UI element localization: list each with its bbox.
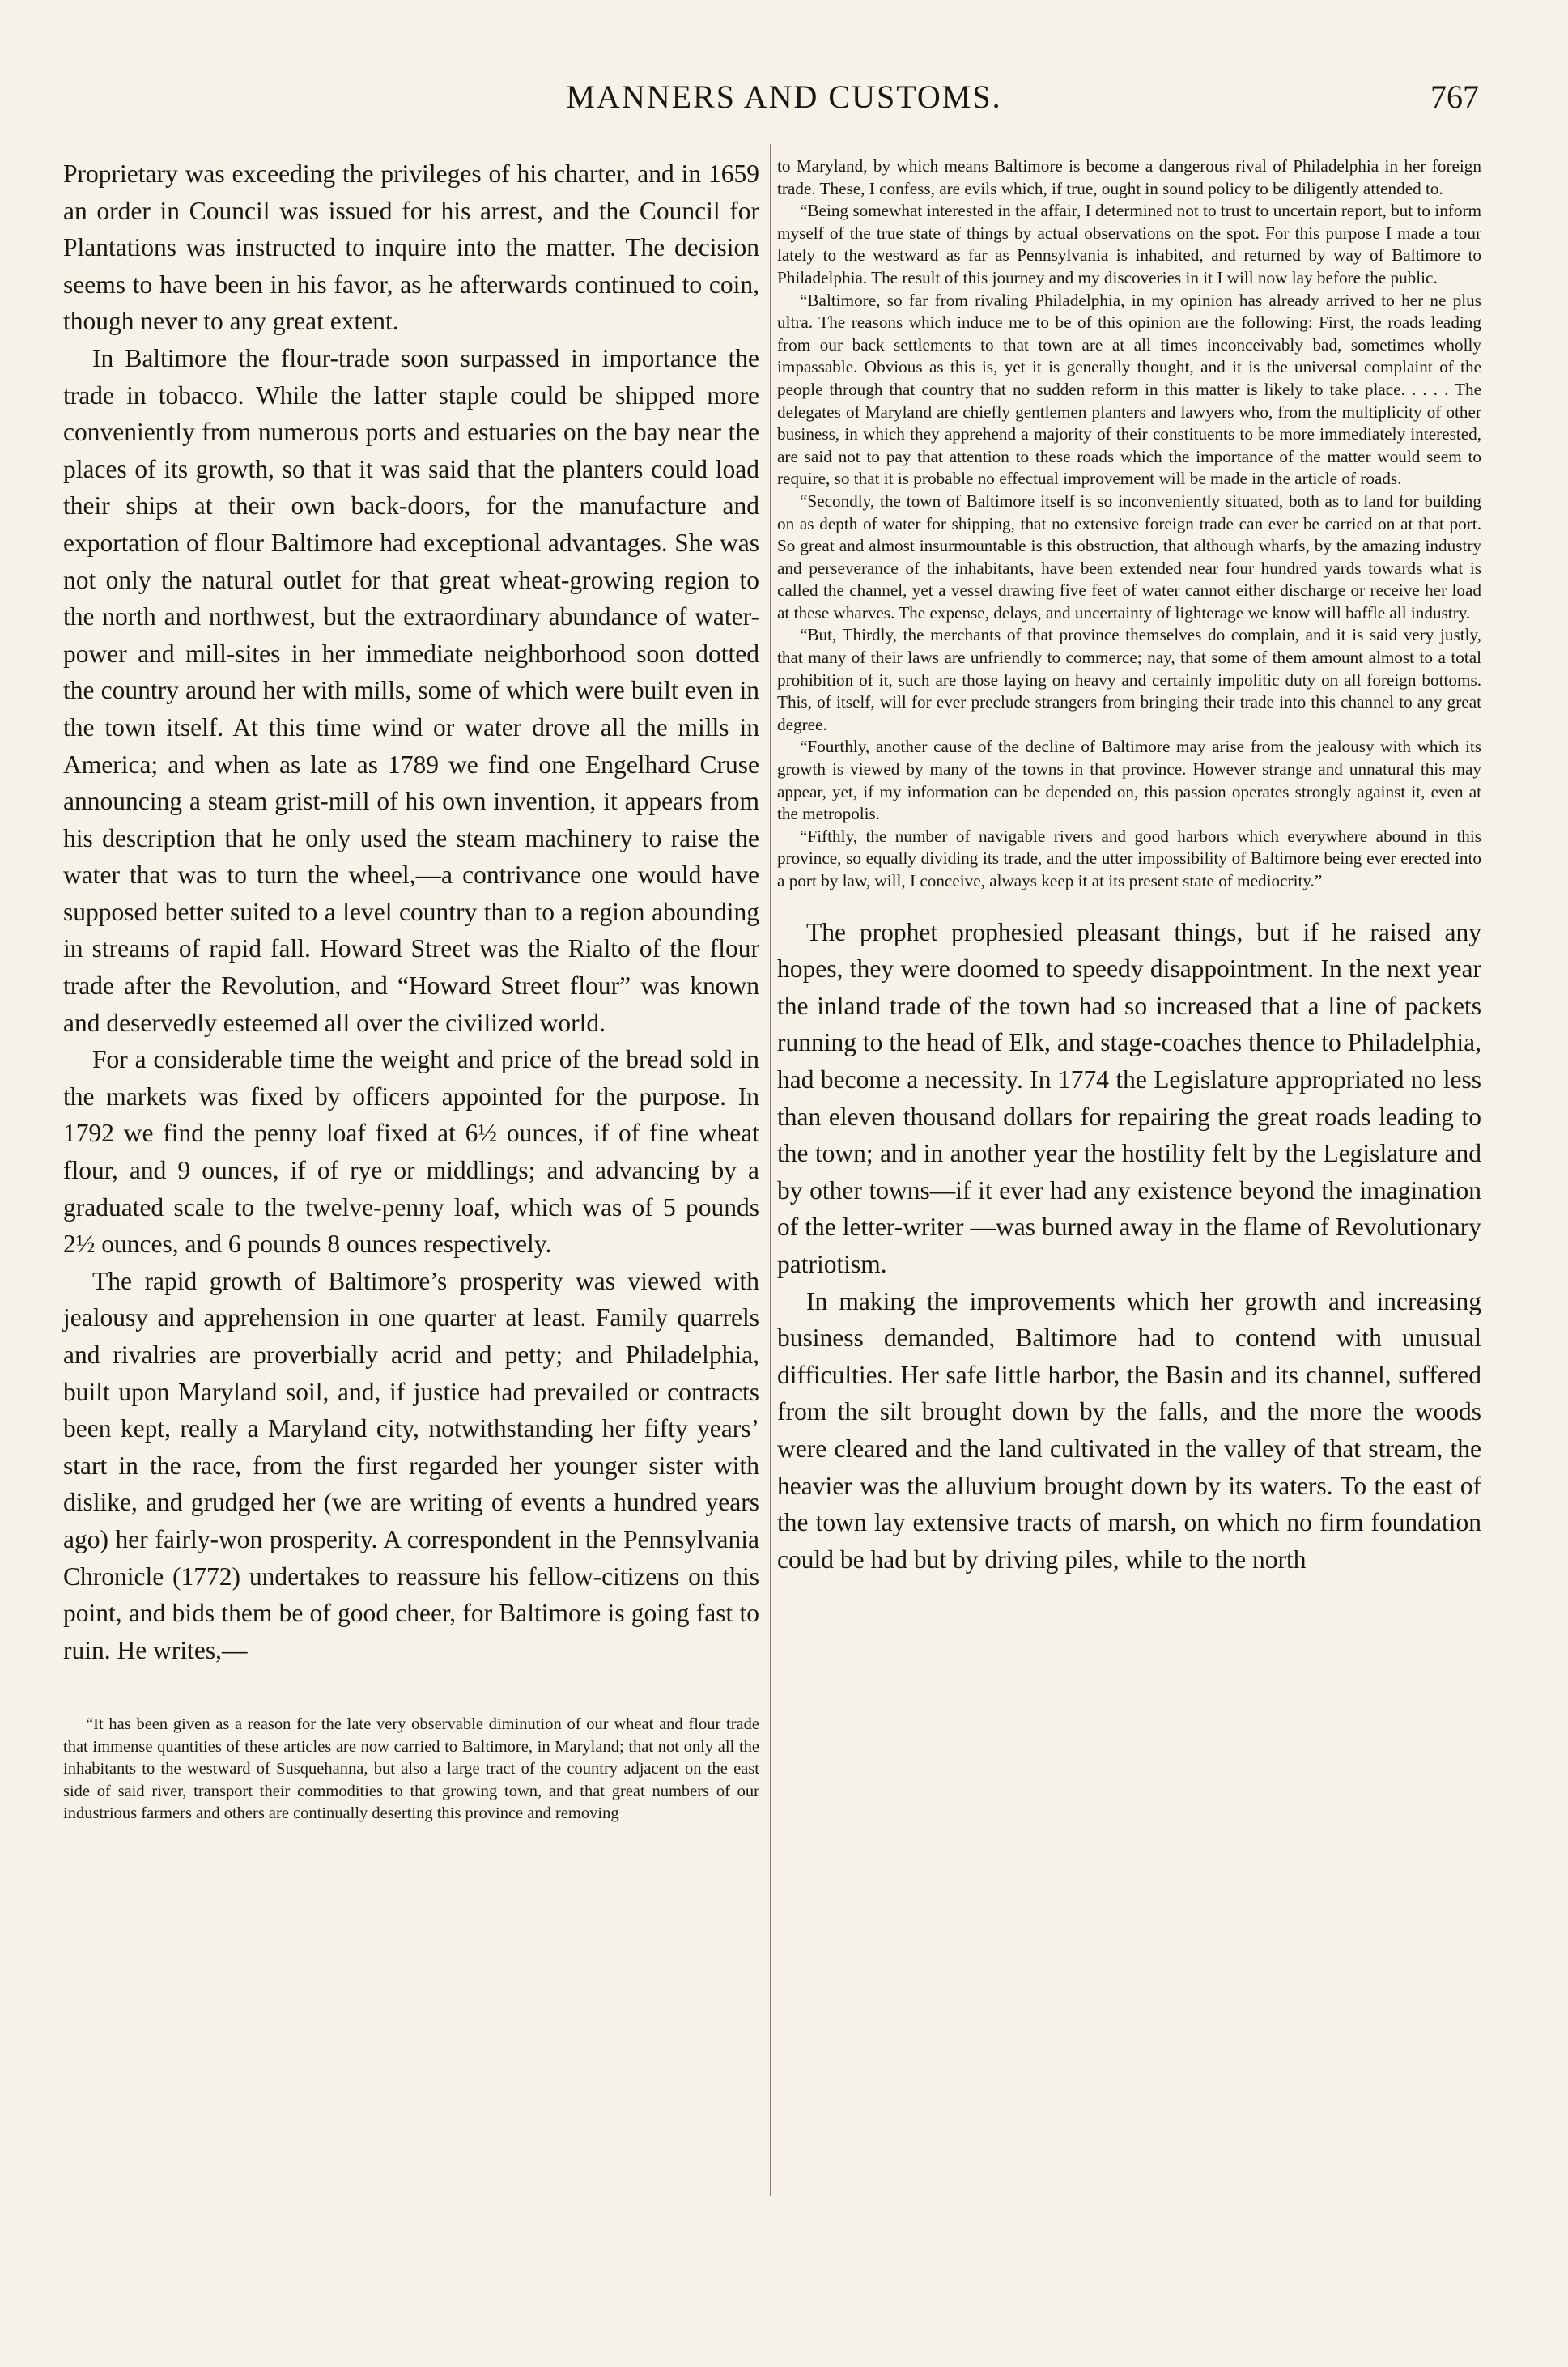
page-number: 767 [1430,79,1479,115]
right-column [777,155,1481,1578]
quoted-letter: to Maryland, by which means Baltimore is become a dangerous rival of Philadelphia in her foreign trade. These, I confess, are evils which, if true, ought in sound policy to be diligently attended to. [777,156,1481,198]
left-column [63,155,759,1825]
quoted-letter: “Fifthly, the number of navigable rivers and good harbors which everywhere abound in this province, so equally dividing its trade, and the utter impossibility of Baltimore being ever erected into a port by law, will, I conceive, always keep it at its present state of mediocrity.” [777,826,1481,890]
spacer [777,893,1481,914]
body-paragraph: In Baltimore the flour-trade soon surpassed in importance the trade in tobacco. While the latter staple could be shipped more conveniently from numerous ports and estuaries on the bay near the places of its growth, so that it was said that the planters could load their ships at their own back-doors, for the manufacture and exportation of flour Baltimore had exceptional advantages. She was not only the natural outlet for that great wheat-growing region to the north and northwest, but the extraordinary abundance of water-power and mill-sites in her immediate neighborhood soon dotted the country around her with mills, some of which were built even in the town itself. At this time wind or water drove all the mills in America; and when as late as 1789 we find one Engelhard Cruse announcing a steam grist-mill of his own invention, it appears from his description that he only used the steam machinery to raise the water that was to turn the wheel,—a contrivance one would have supposed better suited to a level country than to a region abounding in streams of rapid fall. Howard Street was the Rialto of the flour trade after the Revolution, and “Howard Street flour” was known and deservedly esteemed all over the civilized world. [63,343,759,1037]
body-paragraph: Proprietary was exceeding the privileges of his charter, and in 1659 an order in Council was issued for his arrest, and the Council for Plantations was instructed to inquire into the matter. The decision seems to have been in his favor, as he afterwards continued to coin, though never to any great extent. [63,159,759,336]
running-head: MANNERS AND CUSTOMS. [566,79,1002,115]
body-paragraph: In making the improvements which her growth and increasing business demanded, Baltimore had to contend with unusual difficulties. Her safe little harbor, the Basin and its channel, suffered from the silt brought down by the falls, and the more the woods were cleared and the land cultivated in the valley of that stream, the heavier was the alluvium brought down by its waters. To the east of the town lay extensive tracts of marsh, on which no firm foundation could be had but by driving piles, while to the north [777,1286,1481,1574]
column-divider [770,144,771,2196]
body-paragraph: For a considerable time the weight and price of the bread sold in the markets was fixed by officers appointed for the purpose. In 1792 we find the penny loaf fixed at 6½ ounces, if of fine wheat flour, and 9 ounces, if of rye or middlings; and advancing by a graduated scale to the twelve-penny loaf, which was of 5 pounds 2½ ounces, and 6 pounds 8 ounces respectively. [63,1045,759,1259]
quoted-letter: “Baltimore, so far from rivaling Philadelphia, in my opinion has already arrived to her ne plus ultra. The reasons which induce me to be of this opinion are the following: First, the roads leading from our back settlements to that town are at all times inconceivably bad, sometimes wholly impassable. Obvious as this is, yet it is generally thought, and it is the universal complaint of the people through that country that no sudden reform in this matter is likely to take place. . . . . The delegates of Maryland are chiefly gentlemen planters and lawyers who, from the multiplicity of other business, in which they apprehend a majority of their constituents to be more immediately interested, are said not to pay that attention to these roads which the importance of the matter would seem to require, so that it is probable no effectual improvement will be made in the article of roads. [777,290,1481,489]
quoted-letter: “Fourthly, another cause of the decline of Baltimore may arise from the jealousy with which its growth is viewed by many of the towns in that province. However strange and unnatural this may appear, yet, if my information can be depended on, this passion operates strongly against it, even at the metropolis. [777,737,1481,824]
quoted-letter: “It has been given as a reason for the late very observable diminution of our wheat and flour trade that immense quantities of these articles are now carried to Baltimore, in Maryland; that not only all the inhabitants to the westward of Susquehanna, but also a large tract of the country adjacent on the east side of said river, transport their commodities to that growing town, and that great numbers of our industrious farmers and others are continually deserting this province and removing [63,1715,759,1822]
body-paragraph: The prophet prophesied pleasant things, but if he raised any hopes, they were doomed to speedy disappointment. In the next year the inland trade of the town had so increased that a line of packets running to the head of Elk, and stage-coaches thence to Philadelphia, had become a necessity. In 1774 the Legislature appropriated no less than eleven thousand dollars for repairing the great roads leading to the town; and in another year the hostility felt by the Legislature and by other towns—if it ever had any existence beyond the imagination of the letter-writer —was burned away in the flame of Revolutionary patriotism. [777,917,1481,1278]
page-header [0,78,1568,126]
quoted-letter: “Secondly, the town of Baltimore itself is so inconveniently situated, both as to land for building on as depth of water for shipping, that no extensive foreign trade can ever be carried on at that port. So great and almost insurmountable is this obstruction, that although wharfs, by the amazing industry and perseverance of the inhabitants, have been extended near four hundred yards towards what is called the channel, yet a vessel drawing five feet of water cannot either discharge or receive her load at these wharves. The expense, delays, and uncertainty of lighterage we know will baffle all industry. [777,491,1481,623]
quoted-letter: “But, Thirdly, the merchants of that province themselves do complain, and it is said very justly, that many of their laws are unfriendly to commerce; nay, that some of them amount almost to a total prohibition of it, such are those laying on heavy and certainly impolitic duty on all foreign bottoms. This, of itself, will for ever preclude strangers from bringing their trade into this channel to any great degree. [777,625,1481,734]
body-paragraph: The rapid growth of Baltimore’s prosperity was viewed with jealousy and apprehension in one quarter at least. Family quarrels and rivalries are proverbially acrid and petty; and Philadelphia, built upon Maryland soil, and, if justice had prevailed or contracts been kept, really a Maryland city, notwithstanding her fifty years’ start in the race, from the first regarded her younger sister with dislike, and grudged her (we are writing of events a hundred years ago) her fairly-won prosperity. A correspondent in the Pennsylvania Chronicle (1772) undertakes to reassure his fellow-citizens on this point, and bids them be of good cheer, for Baltimore is going fast to ruin. He writes,— [63,1266,759,1664]
quoted-letter: “Being somewhat interested in the affair, I determined not to trust to uncertain report, but to inform myself of the true state of things by actual observations on the spot. For this purpose I made a tour lately to the westward as far as Pennsylvania is inhabited, and returned by way of Baltimore to Philadelphia. The result of this journey and my discoveries in it I will now lay before the public. [777,201,1481,287]
